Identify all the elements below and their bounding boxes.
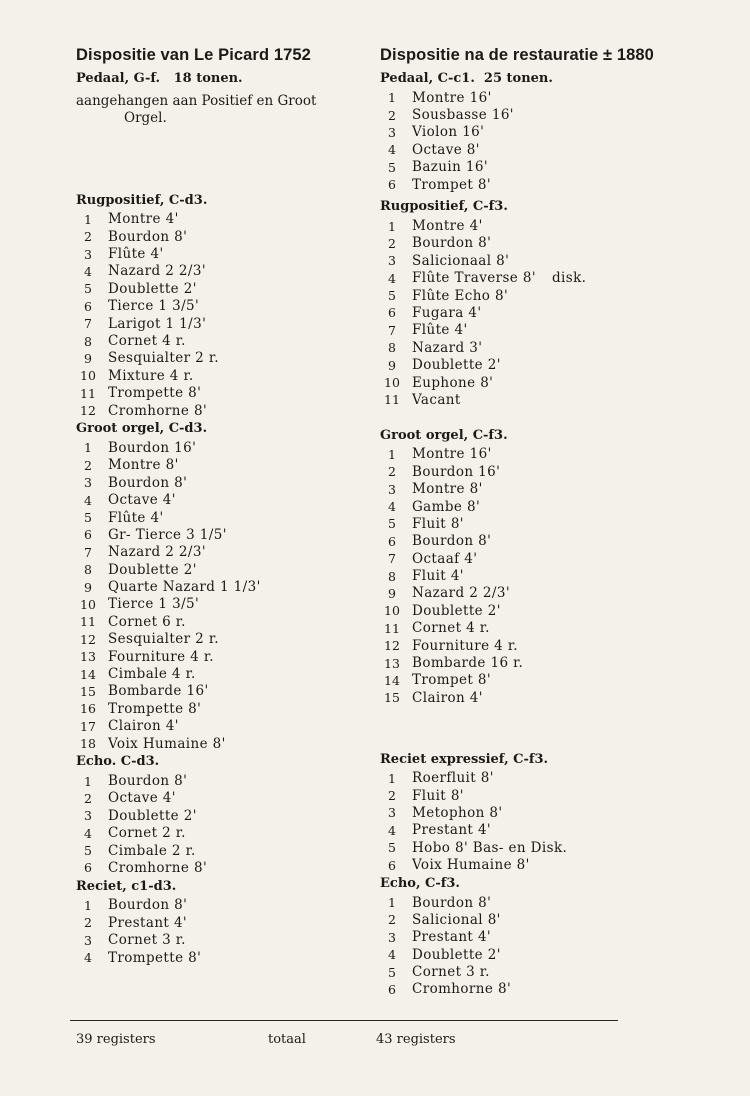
register-number: 1 bbox=[388, 446, 396, 462]
register-number: 1 bbox=[388, 770, 396, 786]
register-entry bbox=[76, 578, 372, 595]
right-title: Dispositie na de restauratie ± 1880 bbox=[380, 46, 654, 64]
register-name: Cimbale 4 r. bbox=[108, 666, 196, 683]
register-entry bbox=[76, 772, 372, 789]
register-number: 5 bbox=[388, 964, 396, 980]
register-number: 4 bbox=[84, 492, 92, 508]
register-entry bbox=[76, 385, 372, 402]
register-entry bbox=[76, 842, 372, 859]
register-number: 5 bbox=[84, 843, 92, 859]
left-pedaal-note-line2: Orgel. bbox=[124, 110, 167, 127]
right-reciet-list bbox=[380, 770, 720, 874]
register-entry bbox=[76, 648, 372, 665]
register-number: 8 bbox=[388, 340, 396, 356]
register-number: 8 bbox=[84, 333, 92, 349]
register-name: Montre 8' bbox=[108, 457, 179, 474]
register-number: 9 bbox=[84, 579, 92, 595]
register-number: 10 bbox=[384, 603, 400, 619]
register-number: 11 bbox=[80, 614, 96, 630]
register-number: 10 bbox=[80, 596, 96, 612]
register-name: Trompette 8' bbox=[108, 700, 202, 717]
register-name: Bourdon 16' bbox=[108, 439, 197, 456]
register-number: 8 bbox=[84, 562, 92, 578]
register-number: 10 bbox=[384, 375, 400, 391]
register-name: Sesquialter 2 r. bbox=[108, 350, 219, 367]
register-name: Tierce 1 3/5' bbox=[108, 298, 200, 315]
register-entry bbox=[380, 585, 720, 602]
register-name: Euphone 8' bbox=[412, 374, 494, 391]
register-entry bbox=[380, 856, 720, 873]
register-name: Larigot 1 1/3' bbox=[108, 315, 207, 332]
register-name: Bazuin 16' bbox=[412, 159, 488, 176]
register-entry bbox=[76, 298, 372, 315]
register-name: Montre 16' bbox=[412, 446, 492, 463]
register-name: Octave 4' bbox=[108, 790, 176, 807]
register-number: 6 bbox=[388, 981, 396, 997]
register-entry bbox=[380, 106, 720, 123]
register-name: Cromhorne 8' bbox=[412, 981, 512, 998]
left-groot-section bbox=[76, 420, 372, 752]
register-number: 3 bbox=[84, 808, 92, 824]
register-number: 6 bbox=[84, 527, 92, 543]
register-entry bbox=[380, 981, 720, 998]
register-entry bbox=[76, 350, 372, 367]
register-number: 5 bbox=[388, 516, 396, 532]
register-name: Octaaf 4' bbox=[412, 550, 478, 567]
register-name: Trompet 8' bbox=[412, 176, 492, 193]
left-echo-heading: Echo. C-d3. bbox=[76, 754, 160, 770]
register-entry bbox=[76, 263, 372, 280]
register-number: 6 bbox=[388, 305, 396, 321]
register-name: Fourniture 4 r. bbox=[412, 637, 518, 654]
register-number: 7 bbox=[388, 551, 396, 567]
register-entry bbox=[380, 637, 720, 654]
register-name: Prestant 4' bbox=[108, 914, 188, 931]
register-entry bbox=[76, 315, 372, 332]
left-echo-section bbox=[76, 753, 372, 876]
register-name: Bourdon 8' bbox=[412, 533, 492, 550]
register-number: 3 bbox=[84, 246, 92, 262]
left-title: Dispositie van Le Picard 1752 bbox=[76, 46, 311, 64]
register-number: 10 bbox=[80, 368, 96, 384]
register-number: 1 bbox=[84, 897, 92, 913]
register-number: 16 bbox=[80, 701, 96, 717]
register-number: 3 bbox=[84, 475, 92, 491]
register-name: Bourdon 8' bbox=[108, 897, 188, 914]
register-number: 1 bbox=[388, 218, 396, 234]
register-name: Cornet 3 r. bbox=[108, 932, 186, 949]
right-rugpositief-heading: Rugpositief, C-f3. bbox=[380, 199, 508, 215]
register-entry bbox=[380, 620, 720, 637]
register-name: Cornet 4 r. bbox=[412, 620, 490, 637]
register-name: Salicional 8' bbox=[412, 911, 501, 928]
register-entry bbox=[380, 252, 720, 269]
register-entry bbox=[380, 602, 720, 619]
register-name: Flûte 4' bbox=[108, 246, 164, 263]
register-entry bbox=[380, 550, 720, 567]
register-name: Clairon 4' bbox=[108, 718, 179, 735]
register-entry bbox=[380, 770, 720, 787]
register-number: 1 bbox=[388, 895, 396, 911]
register-name: Montre 4' bbox=[412, 218, 483, 235]
register-number: 14 bbox=[384, 672, 400, 688]
right-echo-heading: Echo, C-f3. bbox=[380, 875, 460, 891]
register-entry bbox=[380, 689, 720, 706]
register-number: 13 bbox=[80, 649, 96, 665]
register-name: Tierce 1 3/5' bbox=[108, 596, 200, 613]
register-number: 8 bbox=[388, 568, 396, 584]
register-entry bbox=[380, 894, 720, 911]
register-entry bbox=[380, 787, 720, 804]
register-entry bbox=[380, 235, 720, 252]
register-number: 6 bbox=[388, 533, 396, 549]
register-name: Bourdon 8' bbox=[412, 235, 492, 252]
register-entry bbox=[380, 141, 720, 158]
register-number: 15 bbox=[80, 683, 96, 699]
register-name: Voix Humaine 8' bbox=[108, 735, 226, 752]
register-name: Fluit 8' bbox=[412, 787, 464, 804]
register-entry bbox=[76, 474, 372, 491]
register-entry bbox=[380, 839, 720, 856]
right-reciet-heading: Reciet expressief, C-f3. bbox=[380, 751, 549, 767]
right-pedaal-section bbox=[380, 70, 720, 193]
register-number: 5 bbox=[388, 159, 396, 175]
register-name: Cornet 2 r. bbox=[108, 825, 186, 842]
register-number: 2 bbox=[84, 790, 92, 806]
register-name: Doublette 2' bbox=[108, 561, 197, 578]
register-number: 15 bbox=[384, 690, 400, 706]
register-name: Bombarde 16' bbox=[108, 683, 209, 700]
register-name: Prestant 4' bbox=[412, 929, 492, 946]
register-number: 7 bbox=[388, 322, 396, 338]
register-entry bbox=[76, 561, 372, 578]
register-name: Bourdon 8' bbox=[108, 228, 188, 245]
register-entry bbox=[380, 672, 720, 689]
register-name: Doublette 2' bbox=[412, 357, 501, 374]
register-name: Bourdon 16' bbox=[412, 463, 501, 480]
register-name: Doublette 2' bbox=[108, 280, 197, 297]
register-number: 1 bbox=[84, 440, 92, 456]
register-number: 5 bbox=[388, 288, 396, 304]
register-name: Montre 4' bbox=[108, 211, 179, 228]
register-number: 13 bbox=[384, 655, 400, 671]
register-number: 12 bbox=[80, 403, 96, 419]
register-number: 12 bbox=[384, 638, 400, 654]
register-entry bbox=[76, 544, 372, 561]
register-name: Flûte Echo 8' bbox=[412, 287, 509, 304]
register-name: Doublette 2' bbox=[108, 807, 197, 824]
register-number: 4 bbox=[388, 947, 396, 963]
register-number: 2 bbox=[388, 107, 396, 123]
register-entry bbox=[380, 654, 720, 671]
right-pedaal-list bbox=[380, 89, 720, 193]
register-entry bbox=[76, 228, 372, 245]
register-number: 4 bbox=[84, 950, 92, 966]
register-number: 4 bbox=[388, 499, 396, 514]
right-groot-heading: Groot orgel, C-f3. bbox=[380, 427, 508, 443]
register-name: Salicionaal 8' bbox=[412, 252, 510, 269]
register-number: 9 bbox=[84, 350, 92, 366]
register-entry bbox=[76, 790, 372, 807]
register-entry bbox=[76, 457, 372, 474]
register-number: 18 bbox=[80, 736, 96, 752]
register-entry bbox=[380, 124, 720, 141]
register-name: Fugara 4' bbox=[412, 304, 482, 321]
left-rugpositief-section bbox=[76, 192, 372, 420]
register-number: 17 bbox=[80, 718, 96, 734]
left-pedaal-note bbox=[76, 93, 346, 128]
register-number: 6 bbox=[388, 177, 396, 193]
register-entry bbox=[76, 613, 372, 630]
register-entry bbox=[380, 498, 720, 515]
right-rugpositief-section bbox=[380, 198, 720, 408]
register-name: Clairon 4' bbox=[412, 689, 483, 706]
register-entry bbox=[76, 700, 372, 717]
register-entry bbox=[380, 963, 720, 980]
right-column bbox=[380, 44, 720, 998]
register-name: Fourniture 4 r. bbox=[108, 648, 214, 665]
register-entry bbox=[76, 931, 372, 948]
register-name: Nazard 2 2/3' bbox=[412, 585, 510, 602]
register-name: Roerfluit 8' bbox=[412, 770, 494, 787]
register-name: Gambe 8' bbox=[412, 498, 481, 515]
left-reciet-section bbox=[76, 878, 372, 967]
register-entry bbox=[380, 217, 720, 234]
register-entry bbox=[380, 339, 720, 356]
register-entry bbox=[76, 596, 372, 613]
register-number: 3 bbox=[388, 253, 396, 269]
register-name: Fluit 4' bbox=[412, 568, 464, 585]
register-entry bbox=[380, 946, 720, 963]
register-entry bbox=[380, 929, 720, 946]
right-pedaal-heading: Pedaal, C-c1. 25 tonen. bbox=[380, 71, 553, 86]
register-entry bbox=[76, 509, 372, 526]
register-number: 9 bbox=[388, 585, 396, 601]
register-name: Voix Humaine 8' bbox=[412, 857, 530, 874]
right-groot-section bbox=[380, 427, 720, 707]
register-number: 3 bbox=[388, 929, 396, 945]
left-pedaal-note-line1: aangehangen aan Positief en Groot bbox=[76, 93, 317, 109]
register-entry bbox=[76, 332, 372, 349]
register-name: Sousbasse 16' bbox=[412, 107, 514, 124]
register-entry bbox=[76, 735, 372, 752]
register-entry bbox=[76, 807, 372, 824]
register-name: Cornet 6 r. bbox=[108, 613, 186, 630]
register-number: 2 bbox=[84, 915, 92, 931]
register-name: Fluit 8' bbox=[412, 515, 464, 532]
register-name: Bourdon 8' bbox=[108, 773, 188, 789]
left-groot-heading: Groot orgel, C-d3. bbox=[76, 421, 208, 437]
register-entry bbox=[76, 718, 372, 735]
register-number: 2 bbox=[388, 788, 396, 804]
register-number: 1 bbox=[84, 211, 92, 227]
register-name: Cromhorne 8' bbox=[108, 402, 208, 419]
register-entry bbox=[76, 367, 372, 384]
register-entry bbox=[76, 665, 372, 682]
register-name: Octave 4' bbox=[108, 492, 176, 509]
left-echo-list bbox=[76, 772, 372, 876]
register-number: 2 bbox=[84, 457, 92, 473]
register-name: Flûte 4' bbox=[412, 322, 468, 339]
register-name: Cromhorne 8' bbox=[108, 859, 208, 876]
register-number: 1 bbox=[388, 90, 396, 106]
register-number: 11 bbox=[384, 620, 400, 636]
register-name: Doublette 2' bbox=[412, 946, 501, 963]
register-entry bbox=[380, 159, 720, 176]
register-entry bbox=[76, 914, 372, 931]
register-entry bbox=[380, 567, 720, 584]
register-name: Bourdon 8' bbox=[108, 474, 188, 491]
register-entry bbox=[380, 374, 720, 391]
left-pedaal-heading: Pedaal, G-f. 18 tonen. bbox=[76, 71, 243, 86]
register-name: Quarte Nazard 1 1/3' bbox=[108, 579, 261, 596]
register-number: 5 bbox=[388, 840, 396, 856]
register-name: Nazard 2 2/3' bbox=[108, 544, 206, 561]
register-number: 3 bbox=[388, 481, 396, 497]
register-entry bbox=[380, 287, 720, 304]
register-entry bbox=[380, 446, 720, 463]
register-number: 11 bbox=[384, 392, 400, 408]
register-number: 3 bbox=[388, 805, 396, 821]
register-name: Bourdon 8' bbox=[412, 894, 492, 911]
register-name: Montre 8' bbox=[412, 481, 483, 498]
register-entry bbox=[380, 515, 720, 532]
register-number: 4 bbox=[388, 142, 396, 158]
register-name: Montre 16' bbox=[412, 89, 492, 106]
register-entry bbox=[380, 304, 720, 321]
register-number: 4 bbox=[388, 270, 396, 286]
register-entry bbox=[76, 280, 372, 297]
register-name: Nazard 2 2/3' bbox=[108, 263, 206, 280]
register-entry bbox=[380, 176, 720, 193]
register-number: 6 bbox=[84, 298, 92, 314]
register-entry bbox=[76, 824, 372, 841]
register-name: Flûte 4' bbox=[108, 509, 164, 526]
register-name: Bombarde 16 r. bbox=[412, 655, 524, 672]
register-name: Vacant bbox=[412, 391, 461, 408]
register-name: Trompet 8' bbox=[412, 672, 492, 689]
register-name: Nazard 3' bbox=[412, 339, 483, 356]
register-number: 7 bbox=[84, 544, 92, 560]
register-entry bbox=[76, 859, 372, 876]
register-entry bbox=[76, 211, 372, 228]
left-register-count: 39 registers bbox=[76, 1032, 156, 1047]
register-name: Mixture 4 r. bbox=[108, 367, 194, 384]
register-entry bbox=[380, 322, 720, 339]
register-entry bbox=[76, 683, 372, 700]
register-entry bbox=[76, 526, 372, 543]
register-entry bbox=[76, 631, 372, 648]
register-number: 1 bbox=[84, 773, 92, 789]
right-echo-list bbox=[380, 894, 720, 998]
register-number: 4 bbox=[84, 263, 92, 279]
register-name: Flûte Traverse 8' bbox=[412, 270, 536, 287]
register-name: Cimbale 2 r. bbox=[108, 842, 196, 859]
register-entry bbox=[380, 480, 720, 497]
left-rugpositief-list bbox=[76, 211, 372, 420]
register-number: 2 bbox=[84, 229, 92, 245]
register-entry bbox=[380, 533, 720, 550]
register-entry bbox=[76, 439, 372, 456]
register-number: 2 bbox=[388, 912, 396, 928]
register-number: 7 bbox=[84, 316, 92, 332]
register-entry bbox=[380, 463, 720, 480]
register-name: Cornet 4 r. bbox=[108, 333, 186, 350]
register-name: Sesquialter 2 r. bbox=[108, 631, 219, 648]
right-reciet-section bbox=[380, 751, 720, 874]
register-note: disk. bbox=[551, 270, 587, 287]
register-name: Trompette 8' bbox=[108, 949, 202, 966]
register-number: 6 bbox=[388, 857, 396, 873]
register-entry bbox=[76, 897, 372, 914]
register-entry bbox=[76, 949, 372, 966]
left-rugpositief-heading: Rugpositief, C-d3. bbox=[76, 192, 208, 208]
register-entry bbox=[380, 911, 720, 928]
right-register-count: 43 registers bbox=[376, 1032, 456, 1047]
register-name: Hobo 8' Bas- en Disk. bbox=[412, 839, 568, 856]
register-name: Metophon 8' bbox=[412, 804, 503, 821]
register-entry bbox=[380, 391, 720, 408]
register-entry bbox=[380, 356, 720, 373]
register-number: 9 bbox=[388, 357, 396, 373]
left-groot-list bbox=[76, 439, 372, 752]
left-reciet-heading: Reciet, c1-d3. bbox=[76, 878, 177, 894]
register-number: 5 bbox=[84, 510, 92, 526]
register-name: Prestant 4' bbox=[412, 822, 492, 839]
register-number: 14 bbox=[80, 666, 96, 682]
register-name: Trompette 8' bbox=[108, 385, 202, 402]
register-number: 2 bbox=[388, 464, 396, 480]
right-echo-section bbox=[380, 875, 720, 998]
register-number: 5 bbox=[84, 281, 92, 297]
register-entry bbox=[380, 270, 720, 287]
register-entry bbox=[380, 89, 720, 106]
register-name: Octave 8' bbox=[412, 141, 480, 158]
register-number: 3 bbox=[388, 124, 396, 140]
register-number: 6 bbox=[84, 860, 92, 876]
register-entry bbox=[76, 491, 372, 508]
left-column bbox=[76, 44, 372, 966]
left-reciet-list bbox=[76, 897, 372, 967]
footer-rule bbox=[70, 1020, 618, 1021]
register-entry bbox=[76, 245, 372, 262]
register-number: 4 bbox=[84, 825, 92, 841]
register-number: 11 bbox=[80, 385, 96, 401]
register-entry bbox=[76, 402, 372, 419]
register-number: 2 bbox=[388, 235, 396, 251]
left-pedaal-section bbox=[76, 70, 372, 128]
register-name: Violon 16' bbox=[412, 124, 485, 141]
register-entry bbox=[380, 822, 720, 839]
totaal-label: totaal bbox=[268, 1032, 306, 1047]
register-name: Cornet 3 r. bbox=[412, 964, 490, 981]
register-entry bbox=[380, 804, 720, 821]
right-groot-list bbox=[380, 446, 720, 707]
register-number: 12 bbox=[80, 631, 96, 647]
register-name: Doublette 2' bbox=[412, 602, 501, 619]
register-number: 3 bbox=[84, 932, 92, 948]
register-name: Gr- Tierce 3 1/5' bbox=[108, 526, 227, 543]
register-number: 4 bbox=[388, 822, 396, 838]
right-rugpositief-list bbox=[380, 217, 720, 408]
